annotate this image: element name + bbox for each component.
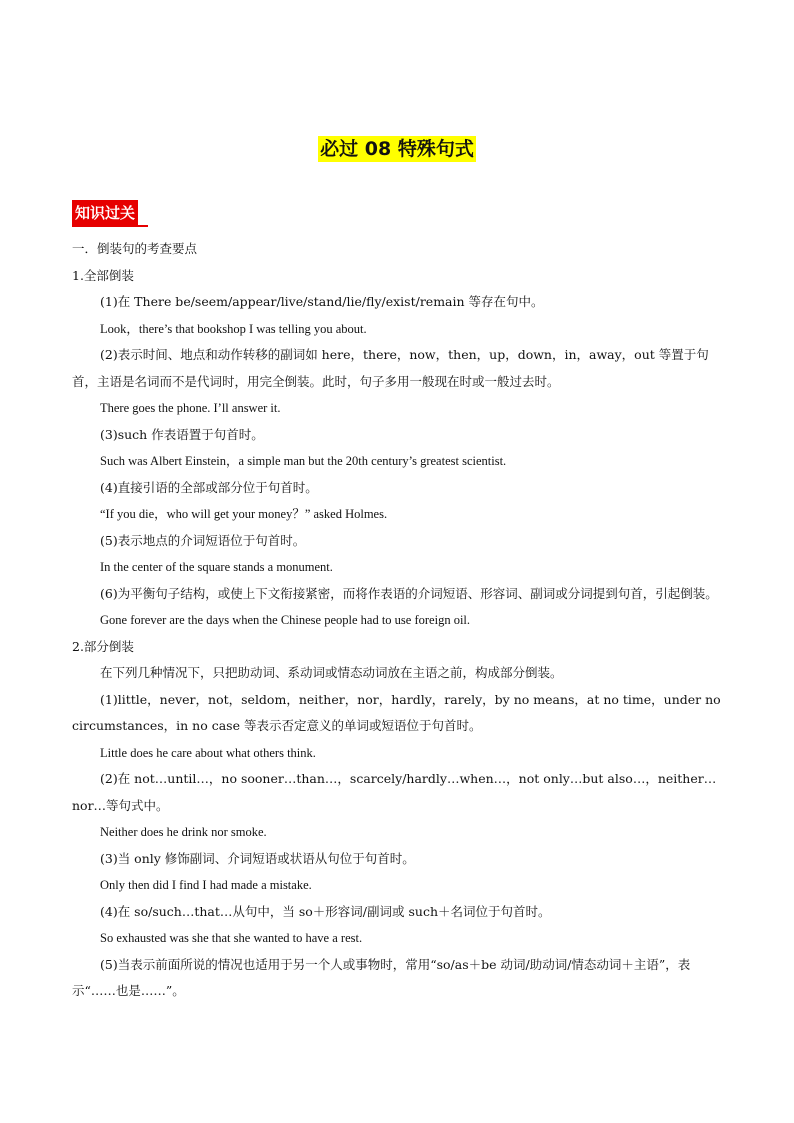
rule-text: (6)为平衡句子结构，或使上下文衔接紧密，而将作表语的介词短语、形容词、副词或分词提到句首，引起倒装。 xyxy=(100,585,718,601)
rule-text: (3)such 作表语置于句首时。 xyxy=(100,426,264,442)
rule-text: (4)直接引语的全部或部分位于句首时。 xyxy=(100,479,318,495)
rule-text: (2)在 not…until…，no sooner…than…，scarcely/hardly…when…，not only…but also…，neither…nor…等句式中。 xyxy=(72,771,717,813)
example-sentence: Such was Albert Einstein，a simple man but the 20th century’s greatest scientist. xyxy=(100,454,507,468)
example-sentence: Little does he care about what others think. xyxy=(100,745,316,760)
example-sentence: So exhausted was she that she wanted to have a rest. xyxy=(100,931,363,945)
rule-text: (5)表示地点的介词短语位于句首时。 xyxy=(100,532,306,548)
section-heading: 一．倒装句的考查要点 xyxy=(72,241,198,256)
example-sentence: Gone forever are the days when the Chinese people had to use foreign oil. xyxy=(100,613,471,627)
document-body xyxy=(72,236,722,1005)
example-sentence: Neither does he drink nor smoke. xyxy=(100,825,267,839)
example-sentence: In the center of the square stands a monument. xyxy=(100,560,333,574)
example-sentence: There goes the phone. I’ll answer it. xyxy=(100,401,281,415)
rule-text: (1)在 There be/seem/appear/live/stand/lie/fly/exist/remain 等存在句中。 xyxy=(100,294,544,309)
title-text: 必过 08 特殊句式 xyxy=(320,138,474,160)
rule-text: 在下列几种情况下，只把助动词、系动词或情态动词放在主语之前，构成部分倒装。 xyxy=(100,665,563,680)
subsection-heading: 1.全部倒装 xyxy=(72,267,134,283)
rule-text: (4)在 so/such…that…从句中，当 so＋形容词/副词或 such＋名词位于句首时。 xyxy=(100,903,551,919)
section-badge: 知识过关 xyxy=(72,200,138,225)
rule-text: (3)当 only 修饰副词、介词短语或状语从句位于句首时。 xyxy=(100,850,415,866)
rule-text: (5)当表示前面所说的情况也适用于另一个人或事物时，常用“so/as＋be 动词/助动词/情态动词＋主语”，表示“……也是……”。 xyxy=(72,956,691,998)
rule-text: (2)表示时间、地点和动作转移的副词如 here，there，now，then，up，down，in，away，out 等置于句首，主语是名词而不是代词时，用完全倒装。此时，句子多用一般现在时或一般过去时。 xyxy=(72,347,709,389)
example-sentence: Only then did I find I had made a mistake. xyxy=(100,878,312,892)
example-sentence: Look，there’s that bookshop I was telling you about. xyxy=(100,321,367,336)
rule-text: (1)little，never，not，seldom，neither，nor，hardly，rarely，by no means，at no time，under no circumstances，in no case 等表示否定意义的单词或短语位于句首时。 xyxy=(72,691,721,733)
example-sentence: “If you die，who will get your money？” asked Holmes. xyxy=(100,507,388,521)
badge-underline xyxy=(72,225,148,227)
subsection-heading: 2.部分倒装 xyxy=(72,638,134,654)
document-title xyxy=(0,134,794,161)
